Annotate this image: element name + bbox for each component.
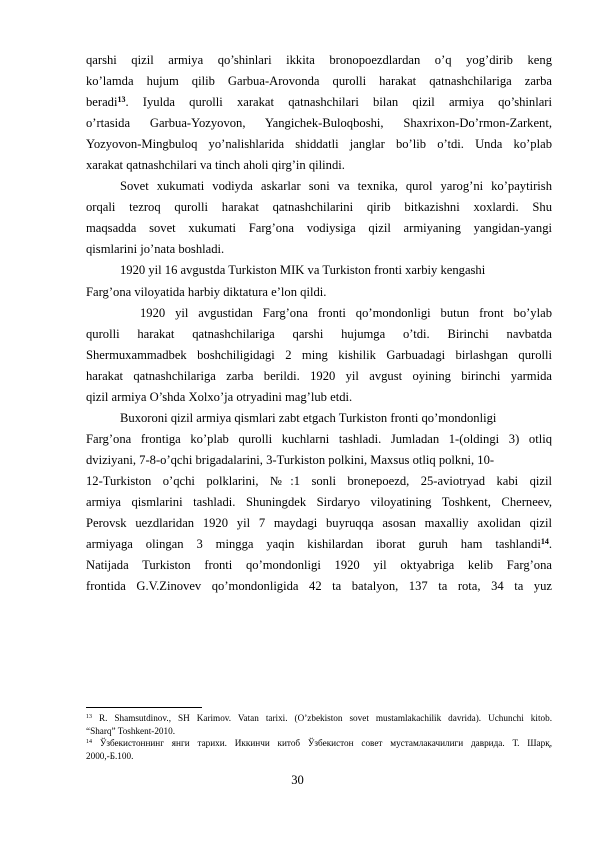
- text-line: o’rtasida Garbua-Yozyovon, Yangichek-Buloqboshi, Shaxrixon-Do’rmon-Zarkent,: [86, 116, 552, 131]
- text-line: Perovsk uezdlaridan 1920 yil 7 maydagi buyruqqa asosan maxalliy axolidan qizil: [86, 516, 552, 531]
- text-line: orqali tezroq qurolli harakat qatnashchilarini qirib bitkazishni xoxlardi. Shu: [86, 200, 552, 215]
- text-line: Buxoroni qizil armiya qismlari zabt etgach Turkiston fronti qo’mondonligi: [120, 410, 497, 425]
- text-fragment: armiyaga olingan 3 mingga yaqin kishilardan iborat guruh ham tashlandi: [86, 537, 541, 552]
- text-line: ko’lamda hujum qilib Garbua-Arovonda qurolli harakat qatnashchilariga zarba: [86, 74, 552, 89]
- footnote-divider: [86, 707, 202, 708]
- footnote-line: [86, 737, 552, 750]
- text-line: frontida G.V.Zinovev qo’mondonligida 42 ta batalyon, 137 ta rota, 34 ta yuz: [86, 579, 552, 594]
- footnote-line: [86, 712, 552, 725]
- text-line: Natijada Turkiston fronti qo’mondonligi 1920 yil oktyabriga kelib Farg’ona: [86, 558, 552, 573]
- text-line: maqsadda sovet xukumati Farg’ona vodiysiga qizil armiyaning yangidan-yangi: [86, 221, 552, 236]
- text-line: qarshi qizil armiya qo’shinlari ikkita bronopoezdlardan o’q yog’dirib keng: [86, 53, 552, 67]
- text-line: [86, 534, 552, 555]
- text-line: 1920 yil avgustidan Farg’ona fronti qo’mondonligi butun front bo’ylab: [140, 305, 552, 320]
- text-line: [86, 92, 552, 113]
- text-line: Farg’ona frontiga ko’plab qurolli kuchlarni tashladi. Jumladan 1-(oldingi 3) otliq: [86, 431, 552, 446]
- text-line: qismlarini jo’nata boshladi.: [86, 242, 225, 257]
- text-fragment: . Iyulda qurolli xarakat qatnashchilari bilan qizil armiya qo’shinlari: [125, 95, 552, 110]
- page-number: 30: [291, 773, 304, 787]
- text-line: xarakat qatnashchilari va tinch aholi qirg’in qilindi.: [86, 158, 345, 173]
- footnote-text: Ўзбекистоннинг янги тарихи. Иккинчи китоб Ўзбекистон совет мустамлакачилиги даврида. Т. Шарқ,: [92, 738, 552, 749]
- text-line: armiya qismlarini tashladi. Shuningdek Sirdaryo viloyatining Toshkent, Cherneev,: [86, 494, 552, 509]
- text-line: Shermuxammadbek boshchiligidagi 2 ming kishilik Garbuadagi birlashgan qurolli: [86, 347, 552, 362]
- text-line: 12-Turkiston o’qchi polklarini, №:1 sonli bronepoezd, 25-aviotryad kabi qizil: [86, 473, 552, 488]
- footnote-ref: 13: [117, 95, 126, 105]
- body-text: [86, 50, 552, 597]
- text-line: harakat qatnashchilariga zarba berildi. 1920 yil avgust oyining birinchi yarmida: [86, 368, 552, 383]
- text-line: Yozyovon-Mingbuloq yo’nalishlarida shiddatli janglar bo’lib o’tdi. Unda ko’plab: [86, 137, 552, 152]
- footnote-text: R. Shamsutdinov., SH Karimov. Vatan tarixi. (O’zbekiston sovet mustamlakachilik davrida). Uchunchi kitob.: [92, 713, 552, 723]
- footnotes: [86, 712, 552, 762]
- text-line: qizil armiya O’shda Xolxo’ja otryadini mag’lub etdi.: [86, 389, 353, 404]
- text-fragment: beradi: [86, 95, 118, 110]
- text-line: Sovet xukumati vodiyda askarlar soni va texnika, qurol yarog’ni ko’paytirish: [120, 179, 552, 194]
- text-fragment: .: [548, 537, 552, 552]
- text-line: Farg’ona viloyatida harbiy diktatura e’lon qildi.: [86, 284, 327, 299]
- text-line: 1920 yil 16 avgustda Turkiston MIK va Turkiston fronti xarbiy kengashi: [120, 263, 486, 278]
- footnote-ref: 14: [540, 537, 549, 547]
- footnote-number: 13: [86, 714, 92, 720]
- footnote-line: 2000,-Б.100.: [86, 750, 134, 761]
- text-line: dviziyani, 7-8-o’qchi brigadalarini, 3-Turkiston polkini, Maxsus otliq polkni, 10-: [86, 452, 495, 467]
- text-line: qurolli harakat qatnashchilariga qarshi hujumga o’tdi. Birinchi navbatda: [86, 326, 552, 341]
- footnote-line: “Sharq” Toshkent-2010.: [86, 725, 176, 736]
- footnote-number: 14: [86, 739, 92, 746]
